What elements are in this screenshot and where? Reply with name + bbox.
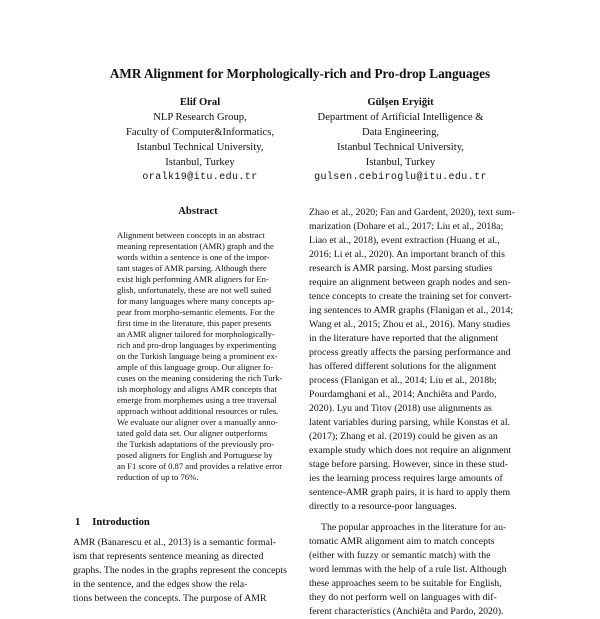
body-line: Pourdamghani et al., 2014; Anchiêta and Pardo, (309, 389, 497, 400)
body-line: ism that represents sentence meaning as directed (73, 551, 264, 562)
abstract-line: on the Turkish language being a prominent ex- (117, 351, 278, 361)
abstract-line: Alignment between concepts in an abstract (117, 230, 265, 240)
body-line: process greatly affects the parsing performance and (309, 347, 511, 358)
author-affiliation-line: Istanbul, Turkey (165, 156, 235, 168)
body-line: AMR (Banarescu et al., 2013) is a semantic formal- (73, 537, 276, 548)
author-name: Elif Oral (179, 97, 221, 108)
body-line: Zhao et al., 2020; Fan and Gardent, 2020), text sum- (309, 207, 515, 218)
body-line: example study which does not require an alignment (309, 445, 512, 456)
body-line: word lemmas with the help of a rule list. Although (309, 564, 507, 575)
author-affiliation-line: Istanbul Technical University, (337, 141, 464, 153)
abstract-line: glish, unfortunately, these are not well suited (117, 285, 272, 295)
body-line: tence concepts to create the training set for convert- (309, 291, 512, 302)
section-heading-introduction (75, 517, 150, 528)
author-affiliation-line: Istanbul, Turkey (365, 156, 436, 168)
author-block-2 (298, 96, 503, 185)
body-line: The popular approaches in the literature for au- (321, 522, 507, 533)
body-line: require an alignment between graph nodes and sen- (309, 277, 511, 288)
body-line: tions between the concepts. The purpose of AMR (73, 593, 267, 604)
abstract-line: an AMR aligner tailored for morphologically- (117, 329, 275, 339)
body-line: graphs. The nodes in the graphs represent the concepts (73, 565, 287, 576)
abstract-line: tant stages of AMR parsing. Although there (117, 263, 267, 273)
abstract-line: emerge from morphemes using a tree traversal (117, 395, 277, 405)
abstract-line: rich and pro-drop languages by experimenting (117, 340, 277, 350)
body-line: Liao et al., 2018), event extraction (Huang et al., (309, 235, 500, 246)
author-affiliation-line: Faculty of Computer&Informatics, (126, 126, 274, 138)
body-line: these approaches seem to be suitable for English, (309, 578, 502, 589)
body-line: ies the learning process requires large amounts of (309, 473, 503, 484)
body-line: in the sentence, and the edges show the rela- (73, 579, 248, 590)
abstract-line: approach without additional resources or rules. (117, 406, 279, 416)
body-line: they do not perform well on languages with dif- (309, 592, 497, 603)
abstract-line: ample of this language group. Our aligner fo- (117, 362, 274, 372)
abstract-heading: Abstract (178, 206, 218, 217)
body-line: stage before parsing. However, since in these stud- (309, 459, 509, 470)
abstract-line: the Turkish adaptations of the previously pro- (117, 439, 275, 449)
abstract-line: posed aligners for English and Portuguese by (117, 450, 273, 460)
body-line: process (Flanigan et al., 2014; Liu et al., 2018b; (309, 375, 497, 386)
body-line: sentence-AMR graph pairs, it is hard to apply them (309, 487, 511, 498)
body-line: 2020). Lyu and Titov (2018) use alignments as (309, 403, 492, 414)
body-line: marization (Dohare et al., 2017; Liu et al., 2018a; (309, 221, 504, 232)
body-line: Wang et al., 2015; Zhou et al., 2016). Many studies (309, 319, 511, 330)
abstract-line: pear from morpho-semantic elements. For the (117, 307, 275, 317)
author-affiliation-line: Data Engineering, (361, 126, 440, 138)
author-block-1 (100, 96, 300, 185)
abstract-line: for many languages where many concepts ap- (117, 296, 275, 306)
section-number: 1 (75, 517, 81, 528)
body-line: research is AMR parsing. Most parsing studies (309, 263, 493, 274)
body-line: latent variables during parsing, while Konstas et al. (309, 417, 511, 428)
author-affiliation-line: Istanbul Technical University, (136, 141, 264, 153)
body-line: has offered different solutions for the alignment (309, 361, 497, 372)
paper-title: AMR Alignment for Morphologically-rich and Pro-drop Languages (109, 66, 491, 81)
body-line: directly to a resource-poor languages. (309, 501, 457, 512)
body-line: (either with fuzzy or semantic match) with the (309, 550, 491, 561)
abstract-line: exist high performing AMR aligners for En- (117, 274, 269, 284)
author-affiliation-line: NLP Research Group, (153, 111, 247, 123)
author-affiliation-line: Department of Artificial Intelligence & (317, 111, 484, 123)
abstract-line: cuses on the meaning considering the rich Turk- (117, 373, 283, 383)
abstract-line: ish morphology and aligns AMR concepts that (117, 384, 277, 394)
abstract-line: tated gold data set. Our aligner outperforms (117, 428, 268, 438)
abstract-line: an F1 score of 0.87 and provides a relative error (117, 461, 283, 471)
abstract-line: We evaluate our aligner over a manually anno- (117, 417, 278, 427)
abstract-line: reduction of up to 76%. (117, 472, 199, 482)
body-line: in the literature have reported that the alignment (309, 333, 499, 344)
body-line: ferent characteristics (Anchiêta and Pardo, 2020). (309, 606, 504, 617)
author-email: oralk19@itu.edu.tr (142, 171, 258, 183)
abstract-line: first time in the literature, this paper presents (117, 318, 272, 328)
abstract-line: meaning representation (AMR) graph and the (117, 241, 274, 251)
abstract-line: words within a sentence is one of the impor- (117, 252, 270, 262)
body-line: ing sentences to AMR graphs (Flanigan et al., 2014; (309, 305, 514, 316)
body-line: 2016; Li et al., 2020). An important branch of this (309, 249, 505, 260)
author-name: Gülşen Eryiğit (367, 97, 434, 108)
author-email: gulsen.cebiroglu@itu.edu.tr (314, 171, 487, 183)
body-line: (2017); Zhang et al. (2019) could be given as an (309, 431, 498, 442)
section-title: Introduction (92, 517, 150, 528)
body-line: tomatic AMR alignment aim to match concepts (309, 536, 495, 547)
